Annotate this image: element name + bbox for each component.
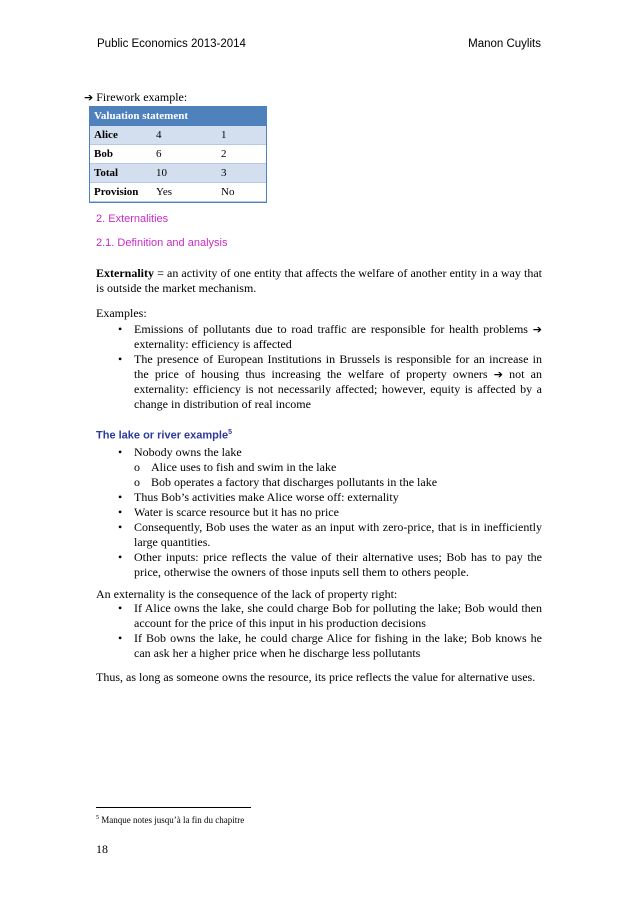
section-heading-externalities: 2. Externalities xyxy=(96,213,169,225)
table-cell: 10 xyxy=(152,164,217,183)
list-item xyxy=(96,550,542,580)
row-label: Alice xyxy=(90,126,152,145)
list-item-text: The presence of European Institutions in Brussels is responsible for an increase in the price of housing thus increasing the welfare of property owners xyxy=(134,352,542,381)
bullet-icon: • xyxy=(118,352,123,366)
list-item-text: Nobody owns the lake xyxy=(134,445,242,459)
sub-list xyxy=(134,460,542,490)
list-item xyxy=(96,505,542,520)
conclusion-paragraph: Thus, as long as someone owns the resource, its price reflects the value for alternative uses. xyxy=(96,670,536,684)
bullet-icon: • xyxy=(118,322,123,336)
property-list xyxy=(96,601,542,661)
bullet-icon: • xyxy=(118,550,123,564)
table-row xyxy=(90,145,266,164)
sub-list-item-text: Bob operates a factory that discharges pollutants in the lake xyxy=(151,475,438,489)
table-row xyxy=(90,126,266,145)
row-label: Total xyxy=(90,164,152,183)
footnote-text: Manque notes jusqu’à la fin du chapitre xyxy=(101,815,245,825)
list-item-text: If Bob owns the lake, he could charge Alice for fishing in the lake; Bob knows he can ask her a higher price when he discharge less pollutants xyxy=(134,631,542,660)
list-item xyxy=(96,631,542,661)
header-course-title: Public Economics 2013-2014 xyxy=(97,38,246,50)
lake-list xyxy=(96,445,542,580)
lake-example-title: The lake or river example xyxy=(96,429,229,442)
arrow-right-icon: ➔ xyxy=(532,323,542,336)
lake-example-heading xyxy=(96,429,232,442)
row-label: Provision xyxy=(90,183,152,202)
definition-text: = an activity of one entity that affects the welfare of another entity in a way that is outside the market mechanism. xyxy=(96,266,542,295)
bullet-icon: • xyxy=(118,520,123,534)
table-header: Valuation statement xyxy=(90,107,266,126)
bullet-icon: • xyxy=(118,631,123,645)
table-cell: 1 xyxy=(217,126,266,145)
list-item xyxy=(96,520,542,550)
page-number: 18 xyxy=(96,842,108,856)
list-item-text: Consequently, Bob uses the water as an input with zero-price, that is in inefficiently large quantities. xyxy=(134,520,542,549)
list-item xyxy=(96,352,542,412)
subsection-heading-definition: 2.1. Definition and analysis xyxy=(96,237,228,249)
bullet-icon: • xyxy=(118,601,123,615)
list-item-text: externality: efficiency is affected xyxy=(134,337,292,351)
table-cell: 4 xyxy=(152,126,217,145)
bullet-icon: • xyxy=(118,445,123,459)
sub-list-item xyxy=(96,460,542,475)
table-cell: 6 xyxy=(152,145,217,164)
list-item-text: Emissions of pollutants due to road traffic are responsible for health problems xyxy=(134,322,533,336)
row-label: Bob xyxy=(90,145,152,164)
list-item xyxy=(96,490,542,505)
sub-list-item-text: Alice uses to fish and swim in the lake xyxy=(151,460,337,474)
list-item xyxy=(96,445,542,490)
list-item-text: Water is scarce resource but it has no price xyxy=(134,505,339,519)
definition-term: Externality xyxy=(96,266,154,280)
table-cell: No xyxy=(217,183,266,202)
sub-list-item xyxy=(96,475,542,490)
examples-title: Examples: xyxy=(96,306,147,320)
list-item xyxy=(96,322,542,352)
valuation-table xyxy=(90,107,266,202)
table-row xyxy=(90,164,266,183)
header-author: Manon Cuylits xyxy=(468,38,541,50)
firework-lead xyxy=(84,90,187,105)
firework-lead-text: Firework example: xyxy=(96,90,188,104)
examples-list xyxy=(96,322,542,412)
list-item-text: If Alice owns the lake, she could charge Bob for polluting the lake; Bob would then account for the price of this input in his production decisions xyxy=(134,601,542,630)
footnote xyxy=(96,815,244,825)
table-cell: 2 xyxy=(217,145,266,164)
property-right-intro: An externality is the consequence of the lack of property right: xyxy=(96,587,398,601)
table-cell: 3 xyxy=(217,164,266,183)
definition-paragraph xyxy=(96,266,542,296)
arrow-right-icon: ➔ xyxy=(493,368,503,381)
table-row xyxy=(90,183,266,202)
list-item-text: not an externality: efficiency is not necessarily affected; however, equity is affected by a change in distribution of real income xyxy=(134,367,542,411)
circle-bullet-icon: o xyxy=(134,475,140,489)
table-header-row xyxy=(90,107,266,126)
footnote-separator xyxy=(96,807,251,808)
footnote-number: 5 xyxy=(96,815,99,821)
list-item-text: Thus Bob’s activities make Alice worse off: externality xyxy=(134,490,399,504)
bullet-icon: • xyxy=(118,505,123,519)
arrow-right-icon: ➔ xyxy=(84,91,94,104)
circle-bullet-icon: o xyxy=(134,460,140,474)
footnote-ref[interactable]: 5 xyxy=(228,429,232,436)
bullet-icon: • xyxy=(118,490,123,504)
list-item-text: Other inputs: price reflects the value of their alternative uses; Bob has to pay the price, otherwise the owners of those inputs sell them to others people. xyxy=(134,550,542,579)
list-item xyxy=(96,601,542,631)
table-cell: Yes xyxy=(152,183,217,202)
